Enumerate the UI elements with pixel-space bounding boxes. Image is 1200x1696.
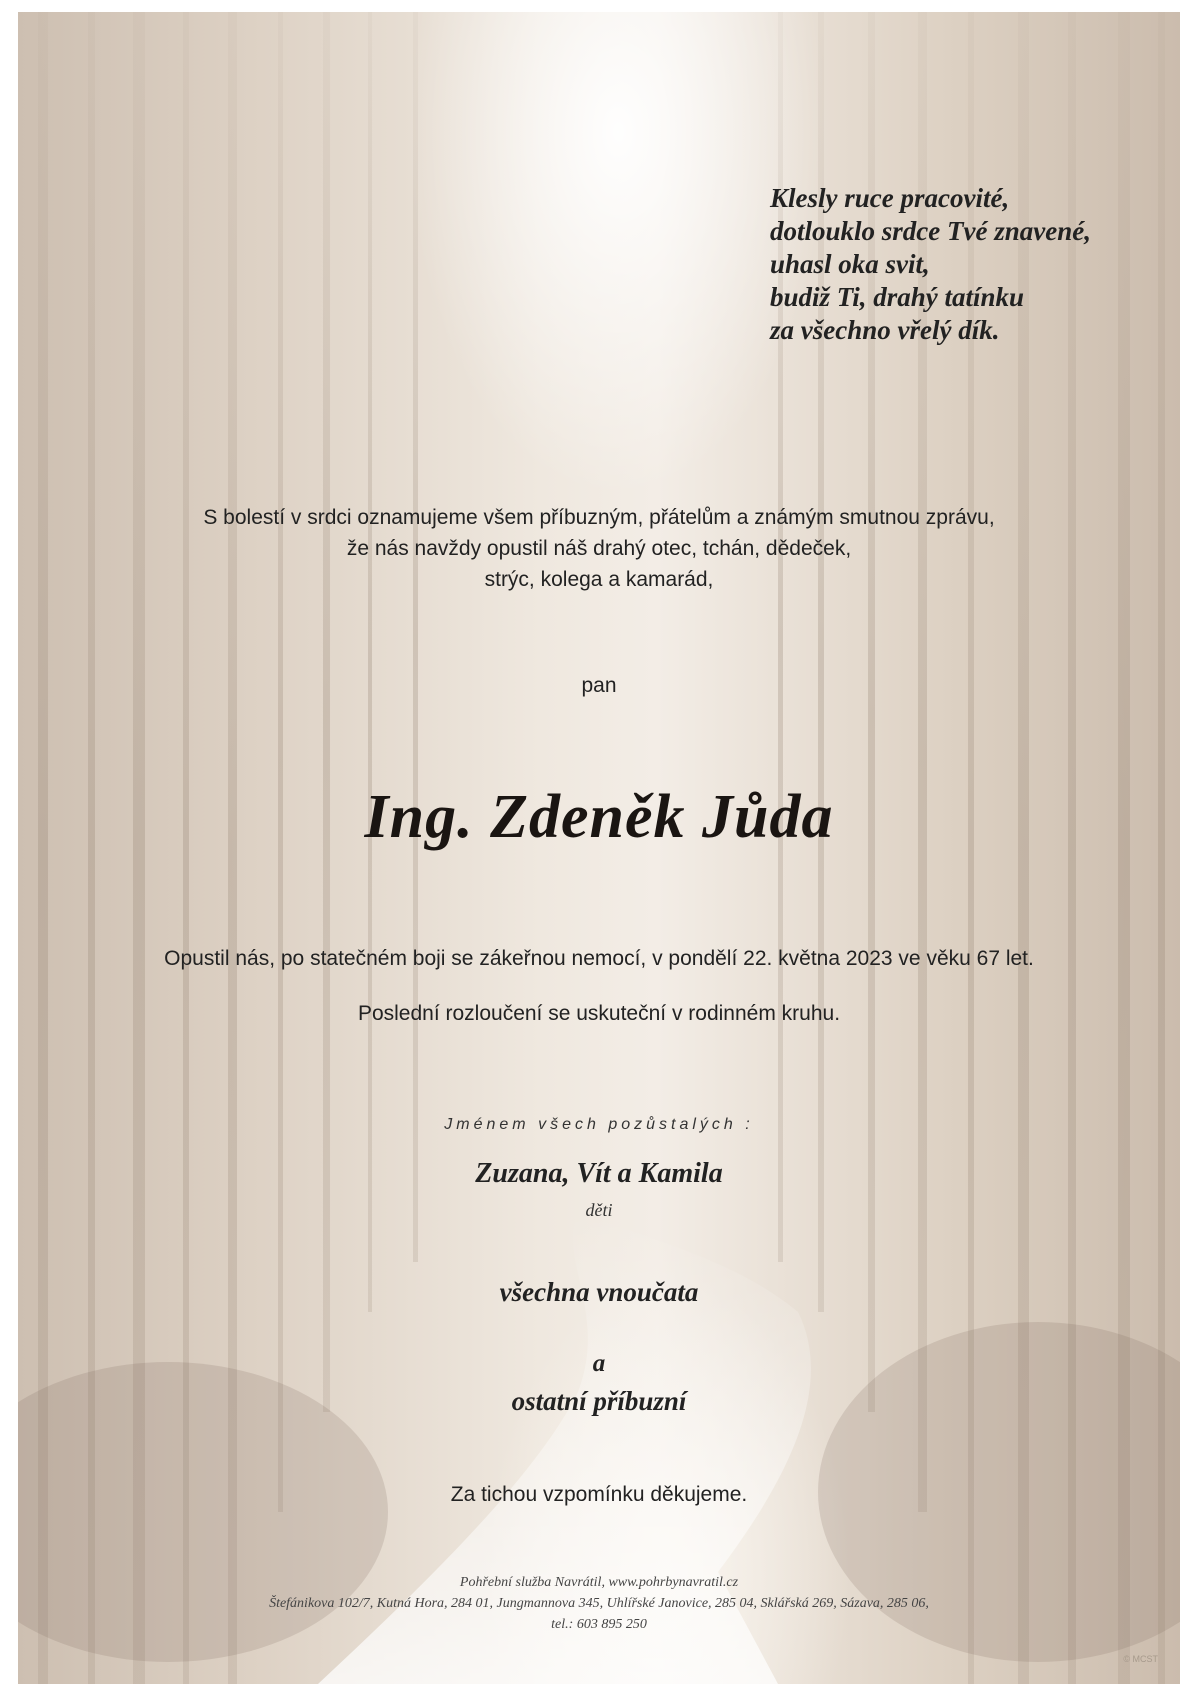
announcement-line: strýc, kolega a kamarád, — [484, 568, 714, 591]
deceased-name: Ing. Zdeněk Jůda — [364, 783, 834, 851]
poem-line: Klesly ruce pracovité, — [770, 183, 1010, 213]
conjunction: a — [592, 1350, 606, 1377]
announcement-line: že nás navždy opustil náš drahý otec, tchán, dědeček, — [346, 537, 852, 560]
children-names: Zuzana, Vít a Kamila — [475, 1158, 723, 1189]
mourners-intro: Jménem všech pozůstalých : — [444, 1116, 754, 1133]
other-relatives: ostatní příbuzní — [511, 1386, 687, 1416]
funeral-service-footer — [18, 1572, 1180, 1635]
announcement — [18, 502, 1180, 595]
footer-line: Štefánikova 102/7, Kutná Hora, 284 01, Jungmannova 345, Uhlířské Janovice, 285 04, Sklářská 269, Sázava, 285 06, — [269, 1596, 929, 1611]
footer-line: tel.: 603 895 250 — [551, 1617, 647, 1632]
obituary-sheet — [18, 12, 1180, 1684]
corner-mark: © MCST — [1123, 1654, 1158, 1664]
salutation: pan — [581, 674, 617, 697]
poem-line: uhasl oka svit, — [770, 249, 930, 279]
thanks-line: Za tichou vzpomínku děkujeme. — [450, 1483, 748, 1506]
announcement-line: S bolestí v srdci oznamujeme všem příbuzným, přátelům a známým smutnou zprávu, — [203, 506, 995, 529]
children-role: děti — [585, 1200, 613, 1220]
footer-line: Pohřební služba Navrátil, www.pohrbynavratil.cz — [459, 1575, 739, 1590]
death-notice: Opustil nás, po statečném boji se zákeřnou nemocí, v pondělí 22. května 2023 ve věku 67 let. — [164, 947, 1034, 970]
poem-line: budiž Ti, drahý tatínku — [770, 282, 1025, 312]
memorial-poem — [770, 182, 1091, 347]
farewell-notice: Poslední rozloučení se uskuteční v rodinném kruhu. — [357, 1002, 841, 1025]
poem-line: dotlouklo srdce Tvé znavené, — [770, 216, 1091, 246]
poem-line: za všechno vřelý dík. — [770, 315, 1000, 345]
grandchildren: všechna vnoučata — [499, 1277, 699, 1307]
